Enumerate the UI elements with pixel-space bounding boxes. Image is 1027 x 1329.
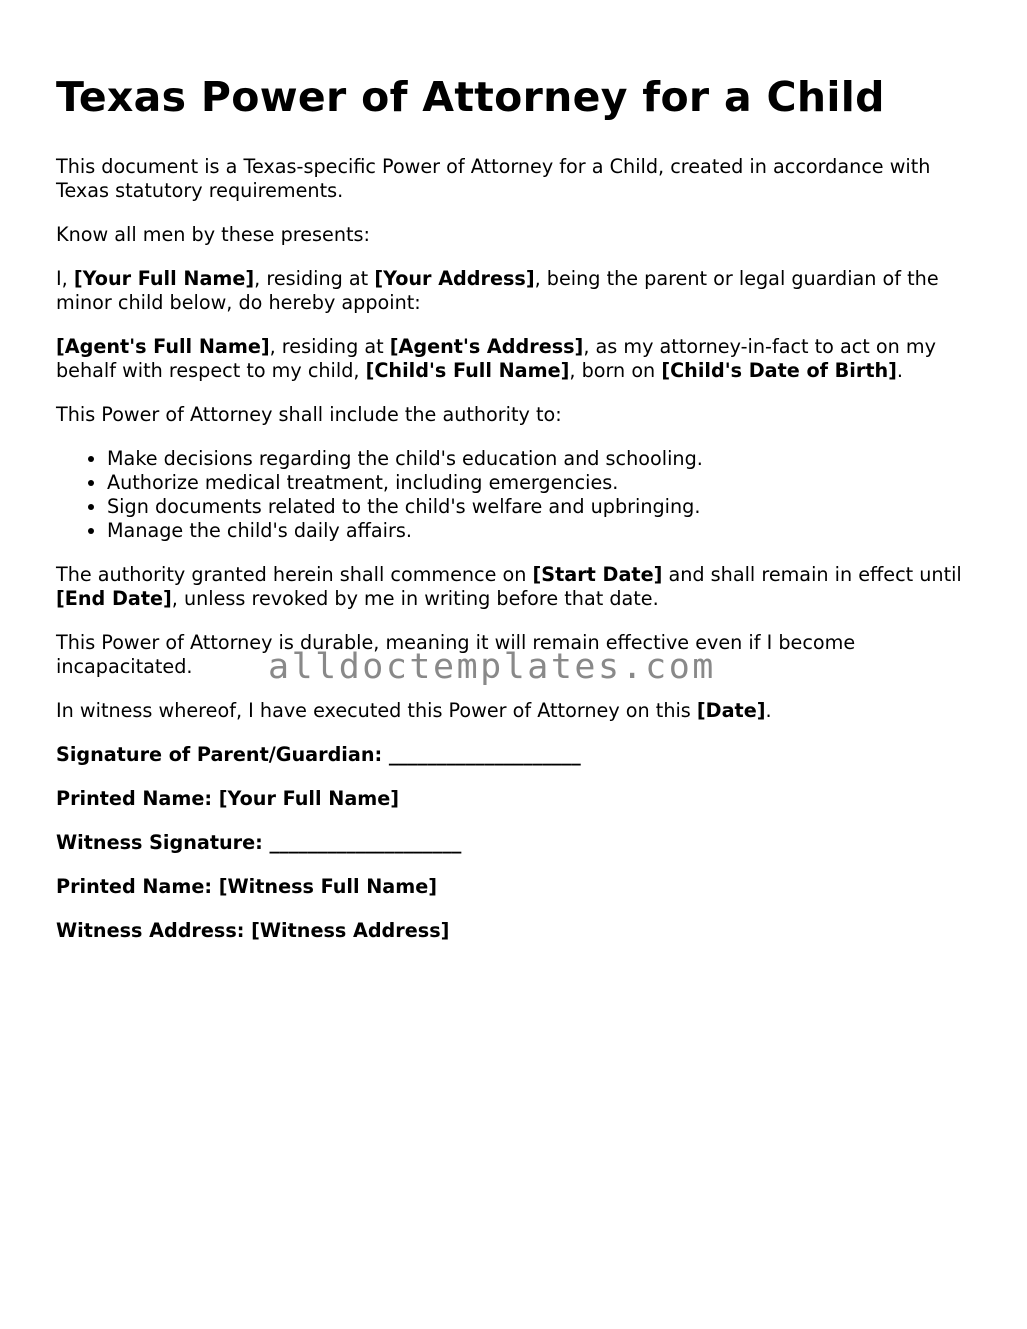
end-date-placeholder: [End Date]: [56, 587, 172, 610]
list-item: • Make decisions regarding the child's education and schooling.: [107, 447, 966, 471]
authority-intro: This Power of Attorney shall include the authority to:: [56, 403, 562, 426]
witness-text-2: .: [765, 699, 772, 722]
term-text-3: , unless revoked by me in writing before that date.: [171, 587, 659, 610]
agent-address-placeholder: [Agent's Address]: [389, 335, 584, 358]
grantor-text-3: , being the parent or legal guardian of the minor child below, do hereby appoint:: [56, 267, 939, 314]
intro-paragraph: This document is a Texas-specific Power of Attorney for a Child, created in accordance with Texas statutory requirements.: [56, 155, 931, 202]
agent-text-1: , residing at: [269, 335, 390, 358]
agent-text-4: .: [896, 359, 904, 382]
start-date-placeholder: [Start Date]: [532, 563, 663, 586]
witness-paragraph: [56, 699, 966, 723]
parent-signature-line: Signature of Parent/Guardian: ____________________: [56, 743, 581, 766]
term-paragraph: [56, 563, 966, 611]
watermark: alldoctemplates.com: [268, 647, 716, 687]
child-name-placeholder: [Child's Full Name]: [365, 359, 570, 382]
authority-list: [56, 447, 966, 543]
preamble-paragraph: Know all men by these presents:: [56, 223, 370, 246]
agent-paragraph: [56, 335, 966, 383]
grantor-text-1: I,: [56, 267, 74, 290]
document-title: Texas Power of Attorney for a Child: [56, 73, 885, 121]
agent-name-placeholder: [Agent's Full Name]: [56, 335, 270, 358]
parent-printed-name: Printed Name: [Your Full Name]: [56, 787, 400, 810]
list-item: • Authorize medical treatment, including emergencies.: [107, 471, 966, 495]
grantor-text-2: , residing at: [254, 267, 375, 290]
term-text-2: and shall remain in effect until: [662, 563, 962, 586]
witness-signature-line: Witness Signature: ____________________: [56, 831, 462, 854]
child-dob-placeholder: [Child's Date of Birth]: [661, 359, 897, 382]
witness-printed-name: Printed Name: [Witness Full Name]: [56, 875, 438, 898]
agent-text-3: , born on: [569, 359, 662, 382]
term-text-1: The authority granted herein shall commence on: [56, 563, 533, 586]
document-page: [56, 70, 966, 963]
list-item: • Manage the child's daily affairs.: [107, 519, 966, 543]
execution-date-placeholder: [Date]: [696, 699, 766, 722]
agent-text-2: , as my attorney-in-fact to act on my behalf with respect to my child,: [56, 335, 936, 382]
grantor-address-placeholder: [Your Address]: [374, 267, 535, 290]
durable-paragraph: This Power of Attorney is durable, meaning it will remain effective even if I become incapacitated.: [56, 631, 856, 678]
grantor-paragraph: [56, 267, 966, 315]
grantor-name-placeholder: [Your Full Name]: [73, 267, 255, 290]
witness-address: Witness Address: [Witness Address]: [56, 919, 450, 942]
witness-text-1: In witness whereof, I have executed this Power of Attorney on this: [56, 699, 697, 722]
list-item: • Sign documents related to the child's welfare and upbringing.: [107, 495, 966, 519]
